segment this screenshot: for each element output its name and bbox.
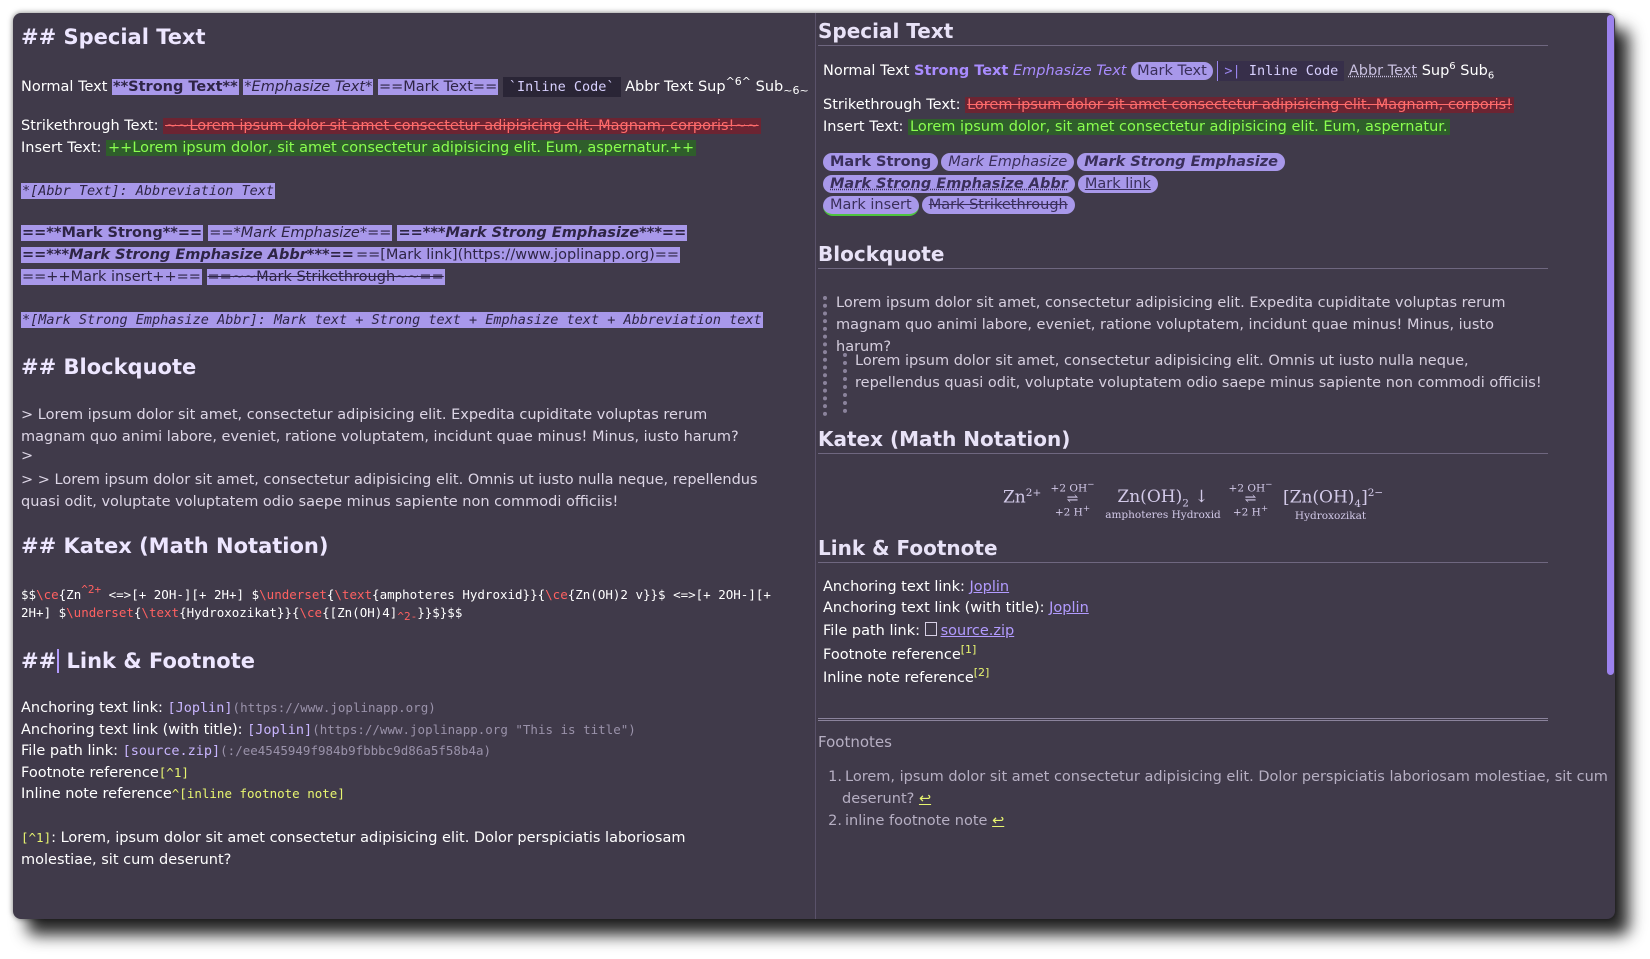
viewer-heading-blockquote: Blockquote: [818, 242, 1548, 269]
viewer-inline-note: Inline note reference[2]: [823, 666, 990, 686]
footnote-ref-1[interactable]: [1]: [960, 643, 977, 656]
pill-mark-emphasize: Mark Emphasize: [941, 153, 1074, 171]
viewer-pill-row-3: [823, 196, 1078, 216]
editor-quote-1: > Lorem ipsum dolor sit amet, consectetur adipisicing elit. Expedita cupiditate voluptas rerum magnam quo animi labore, eveniet, ratione voluptatem, incidunt quae minus! Minus, iusto harum?: [21, 407, 739, 445]
editor-heading-special: ## Special Text: [21, 25, 206, 49]
editor-footnote-ref: Footnote reference[^1]: [21, 765, 189, 781]
editor-emph-text: *Emphasize Text*: [244, 79, 373, 95]
editor-abbr-definition: *[Abbr Text]: Abbreviation Text: [22, 183, 274, 199]
editor-mark-row-1: ==**Mark Strong**== ==*Mark Emphasize*== ==***Mark Strong Emphasize***==: [22, 225, 687, 241]
footnote-item-2: 2. inline footnote note ↩: [828, 813, 1005, 829]
viewer-heading-special: Special Text: [818, 19, 1548, 46]
file-icon: [925, 622, 937, 636]
footnotes-separator: [818, 718, 1548, 721]
viewer-line-special: Normal Text Strong Text Emphasize Text Mark Text >| Inline Code Abbr Text Sup$^6$ Sub$_6$: [823, 61, 1495, 82]
viewer-footnote-ref: Footnote reference[1]: [823, 643, 977, 663]
viewer-pill-row-1: [823, 153, 1288, 171]
editor-insert-label: Insert Text:: [21, 140, 107, 156]
viewer-file-link: File path link: source.zip: [823, 623, 1015, 639]
editor-heading-blockquote: ## Blockquote: [21, 355, 197, 379]
footnote-ref-2[interactable]: [2]: [973, 666, 990, 679]
footnote-item-1-cont: deserunt? ↩: [842, 791, 932, 807]
editor-sup-text: Sup: [697, 79, 726, 95]
editor-line-strike: [21, 118, 761, 134]
editor-sub-text: Sub: [751, 79, 784, 95]
equilibrium-arrow-1: +2 OH− ⇌ +2 H+: [1050, 480, 1095, 518]
backref-2[interactable]: ↩: [992, 813, 1005, 829]
editor-mark-text: ==Mark Text==: [378, 79, 498, 95]
viewer-quote-2: Lorem ipsum dolor sit amet, consectetur adipisicing elit. Omnis ut iusto nulla neque, repellendus quasi odit, voluptate voluptatem odio saepe minus sapiente non commodi officiis!: [855, 353, 1542, 391]
editor-anchor-link-title: Anchoring text link (with title): [Joplin](https://www.joplinapp.org "This is title"): [21, 722, 636, 738]
viewer-line-strike: Strikethrough Text: Lorem ipsum dolor sit amet consectetur adipisicing elit. Magnam, corporis!: [823, 97, 1513, 113]
app-window: [13, 13, 1615, 919]
viewer-scrollbar[interactable]: [1607, 15, 1614, 675]
viewer-line-insert: Insert Text: Lorem ipsum dolor, sit amet consectetur adipisicing elit. Eum, aspernatur.: [823, 119, 1448, 135]
viewer-pill-row-2: [823, 175, 1161, 193]
source-zip-link[interactable]: source.zip: [940, 623, 1015, 639]
viewer-anchor-link-title: Anchoring text link (with title): Joplin: [823, 600, 1089, 616]
math-amphoteres: $Zn(OH)_2$ ↓ amphoteres Hydroxid: [1105, 487, 1221, 522]
editor-sup-value: ^6^: [725, 75, 752, 88]
pill-mark-strike: Mark Strikethrough: [922, 196, 1075, 214]
viewer-heading-katex: Katex (Math Notation): [818, 427, 1548, 454]
backref-1[interactable]: ↩: [918, 791, 932, 807]
editor-abbr-definition-2: *[Mark Strong Emphasize Abbr]: Mark text + Strong text + Emphasize text + Abbreviation text: [22, 312, 762, 328]
editor-inline-note: Inline note reference^[inline footnote note]: [21, 786, 345, 802]
editor-normal-text: Normal Text: [21, 79, 113, 95]
editor-abbr-text: Abbr Text: [620, 79, 698, 95]
editor-strike-value: ~~Lorem ipsum dolor sit amet consectetur adipisicing elit. Magnam, corporis!~~: [165, 118, 759, 134]
pane-divider[interactable]: [815, 13, 816, 919]
editor-insert-value: ++Lorem ipsum dolor, sit amet consectetur adipisicing elit. Eum, aspernatur.++: [108, 140, 695, 156]
editor-heading-link: ## Link & Footnote: [21, 649, 255, 673]
editor-mark-row-3: ==++Mark insert++== ==~~Mark Strikethrough~~==: [22, 269, 444, 285]
pill-mark-link[interactable]: Mark link: [1078, 175, 1158, 193]
editor-sub-value: ~6~: [783, 84, 809, 97]
viewer-inline-code: >| Inline Code: [1217, 61, 1344, 81]
editor-heading-katex: ## Katex (Math Notation): [21, 534, 329, 558]
editor-footnote-def: [^1]: Lorem, ipsum dolor sit amet consectetur adipisicing elit. Dolor perspiciatis laboriosam molestiae, sit cum deserunt?: [21, 830, 686, 868]
editor-anchor-link: Anchoring text link: [Joplin](https://www.joplinapp.org): [21, 700, 436, 716]
joplin-link[interactable]: Joplin: [969, 579, 1010, 595]
editor-quote-gap: >: [21, 448, 34, 464]
markdown-editor[interactable]: [13, 13, 815, 919]
markdown-viewer: Special Text Normal Text Strong Text Emphasize Text Mark Text >| Inline Code Abbr Text Sup$^6$ Sub$_6$ Strikethrough Text: Lorem ipsum dolor sit amet consectetur adipisicing elit. Magnam, corporis! Insert Text: Lorem ipsum dolor, sit amet consectetur adipisicing elit. Eum, aspernatur. Mark Strong Mark Emphasize Mark Strong Emphasize Mark Strong Emphasize Abbr Mark link Mark insert Mark Strikethrough Blockquote Lorem ipsum dolor sit amet, consectetur adipisicing elit. Expedita cupiditate voluptas rerum magnam quo animi labore, eveniet, ratione voluptatem, incidunt quae minus! Minus, iusto harum? Lorem ipsum dolor sit amet, consectetur adipisicing elit. Omnis ut iusto nulla neque, repellendus quasi odit, voluptate voluptatem odio saepe minus sapiente non commodi officiis! Katex (Math Notation) $Zn^{2+}$ +2 OH− ⇌ +2 H+ $Zn(OH)_2$ ↓ amphoteres Hydroxid +2 OH− ⇌ +2 H+ $[Zn(OH)_4]^{2-}$ Hydroxozikat Link & Footnote Anchoring text link: Joplin Anchoring text link (with title): Joplin File path link: source.zip Footnote reference[1] Inline note reference[2] Footnotes 1. Lorem, ipsum dolor sit amet consectetur adipisicing elit. Dolor perspiciatis laboriosam molestiae, sit cum deserunt? ↩ 2. inline footnote note ↩: [818, 19, 1608, 829]
editor-katex-line-2: 2H+] $\underset{\text{Hydroxozikat}}{\ce{[Zn(OH)4]^2-}}$}$$: [21, 605, 463, 623]
editor-file-link: File path link: [source.zip](:/ee4545949f984b9fbbbc9d86a5f58b4a): [21, 743, 492, 759]
editor-strong-text: **Strong Text**: [113, 79, 238, 95]
editor-line-insert: [21, 140, 696, 156]
editor-katex-line-1: $$\ce{Zn^2+ <=>[+ 2OH-][+ 2H+] $\underset{\text{amphoteres Hydroxid}}{\ce{Zn(OH)2 v}}$ <=>[+ 2OH-][+: [21, 583, 771, 602]
viewer-heading-link: Link & Footnote: [818, 536, 1548, 563]
editor-strike-label: Strikethrough Text:: [21, 118, 164, 134]
editor-inline-code: `Inline Code`: [503, 77, 621, 97]
pill-mark-insert: Mark insert: [823, 196, 919, 216]
footnotes-title: Footnotes: [818, 733, 892, 751]
joplin-link-title[interactable]: Joplin: [1049, 600, 1089, 616]
equilibrium-arrow-2: +2 OH− ⇌ +2 H+: [1228, 480, 1273, 518]
viewer-abbr[interactable]: Abbr Text: [1348, 62, 1418, 79]
viewer-anchor-link: Anchoring text link: Joplin: [823, 579, 1010, 595]
editor-quote-2: > > Lorem ipsum dolor sit amet, consectetur adipisicing elit. Omnis ut iusto nulla neque, repellendus quasi odit, voluptate voluptatem odio saepe minus sapiente non commodi officiis!: [21, 472, 758, 510]
math-hydroxozikat: $[Zn(OH)_4]^{2-}$ Hydroxozikat: [1283, 487, 1384, 523]
footnote-item-1: 1. Lorem, ipsum dolor sit amet consectetur adipisicing elit. Dolor perspiciatis laboriosam molestiae, sit cum: [828, 769, 1608, 785]
editor-line-special: [21, 75, 809, 97]
pill-mark-strong: Mark Strong: [823, 153, 938, 171]
pill-mark-abbr[interactable]: Mark Strong Emphasize Abbr: [823, 175, 1075, 193]
viewer-quote-1: Lorem ipsum dolor sit amet, consectetur adipisicing elit. Expedita cupiditate voluptas rerum magnam quo animi labore, eveniet, ratione voluptatem, incidunt quae minus! Minus, iusto harum?: [836, 295, 1506, 355]
editor-mark-row-2: ==***Mark Strong Emphasize Abbr***== ==[Mark link](https://www.joplinapp.org)==: [22, 247, 680, 263]
pill-mark-strong-emphasize: Mark Strong Emphasize: [1077, 153, 1285, 171]
